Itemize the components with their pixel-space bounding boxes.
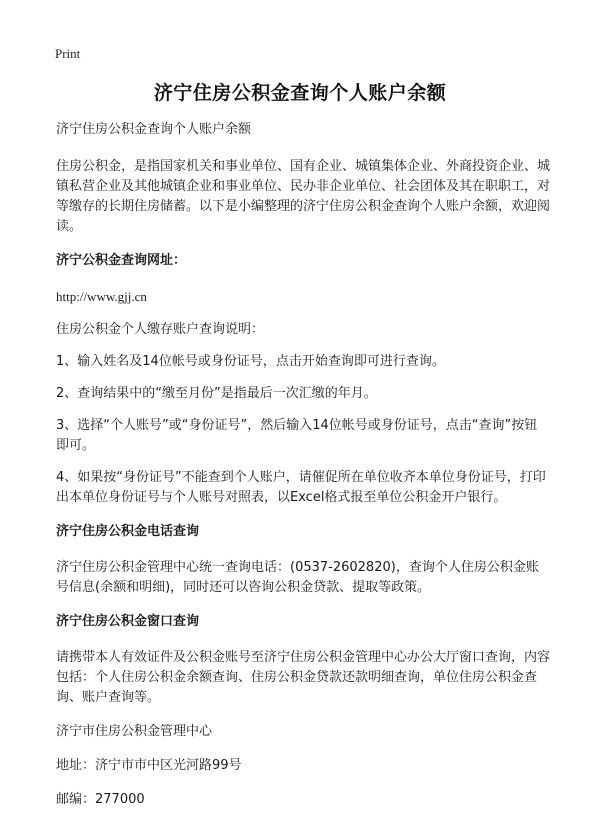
phone-paragraph: 济宁住房公积金管理中心统一查询电话：(0537-2602820)，查询个人住房公积金账号信息(余额和明细)，同时还可以咨询公积金贷款、提取等政策。 [56,560,539,595]
instruction-item-4: 4、如果按“身份证号”不能查到个人账户，请催促所在单位收齐本单位身份证号，打印出本单位身份证号与个人账号对照表，以Excel格式报至单位公积金开户银行。 [56,470,546,505]
instruction-item-3: 3、选择“个人账号”或“身份证号”，然后输入14位帐号或身份证号，点击“查询”按钮即可。 [56,418,538,453]
website-heading: 济宁公积金查询网址： [56,253,187,268]
footer-address: 地址：济宁市市中区光河路99号 [56,758,242,773]
query-instructions-label: 住房公积金个人缴存账户查询说明： [56,322,265,337]
intro-paragraph: 住房公积金，是指国家机关和事业单位、国有企业、城镇集体企业、外商投资企业、城镇私营企业及其他城镇企业和事业单位、民办非企业单位、社会团体及其在职职工，对等缴存的长期住房储蓄。以下是小编整理的济宁住房公积金查询个人账户余额，欢迎阅读。 [56,159,551,234]
instruction-item-2: 2、查询结果中的“缴至月份”是指最后一次汇缴的年月。 [56,386,377,401]
instruction-item-1: 1、输入姓名及14位帐号或身份证号，点击开始查询即可进行查询。 [56,354,445,369]
print-link[interactable]: Print [55,46,81,61]
footer-postcode: 邮编：277000 [56,792,145,807]
article-body [56,120,550,824]
counter-paragraph: 请携带本人有效证件及公积金账号至济宁住房公积金管理中心办公大厅窗口查询，内容包括：个人住房公积金余额查询、住房公积金贷款还款明细查询，单位住房公积金查询、账户查询等。 [56,650,551,705]
page-title: 济宁住房公积金查询个人账户余额 [153,82,447,104]
phone-heading: 济宁住房公积金电话查询 [56,524,200,539]
footer-org: 济宁市住房公积金管理中心 [56,724,213,739]
article-subtitle: 济宁住房公积金查询个人账户余额 [56,122,252,137]
website-url[interactable]: http://www.gjj.cn [56,289,147,304]
counter-heading: 济宁住房公积金窗口查询 [56,614,200,629]
